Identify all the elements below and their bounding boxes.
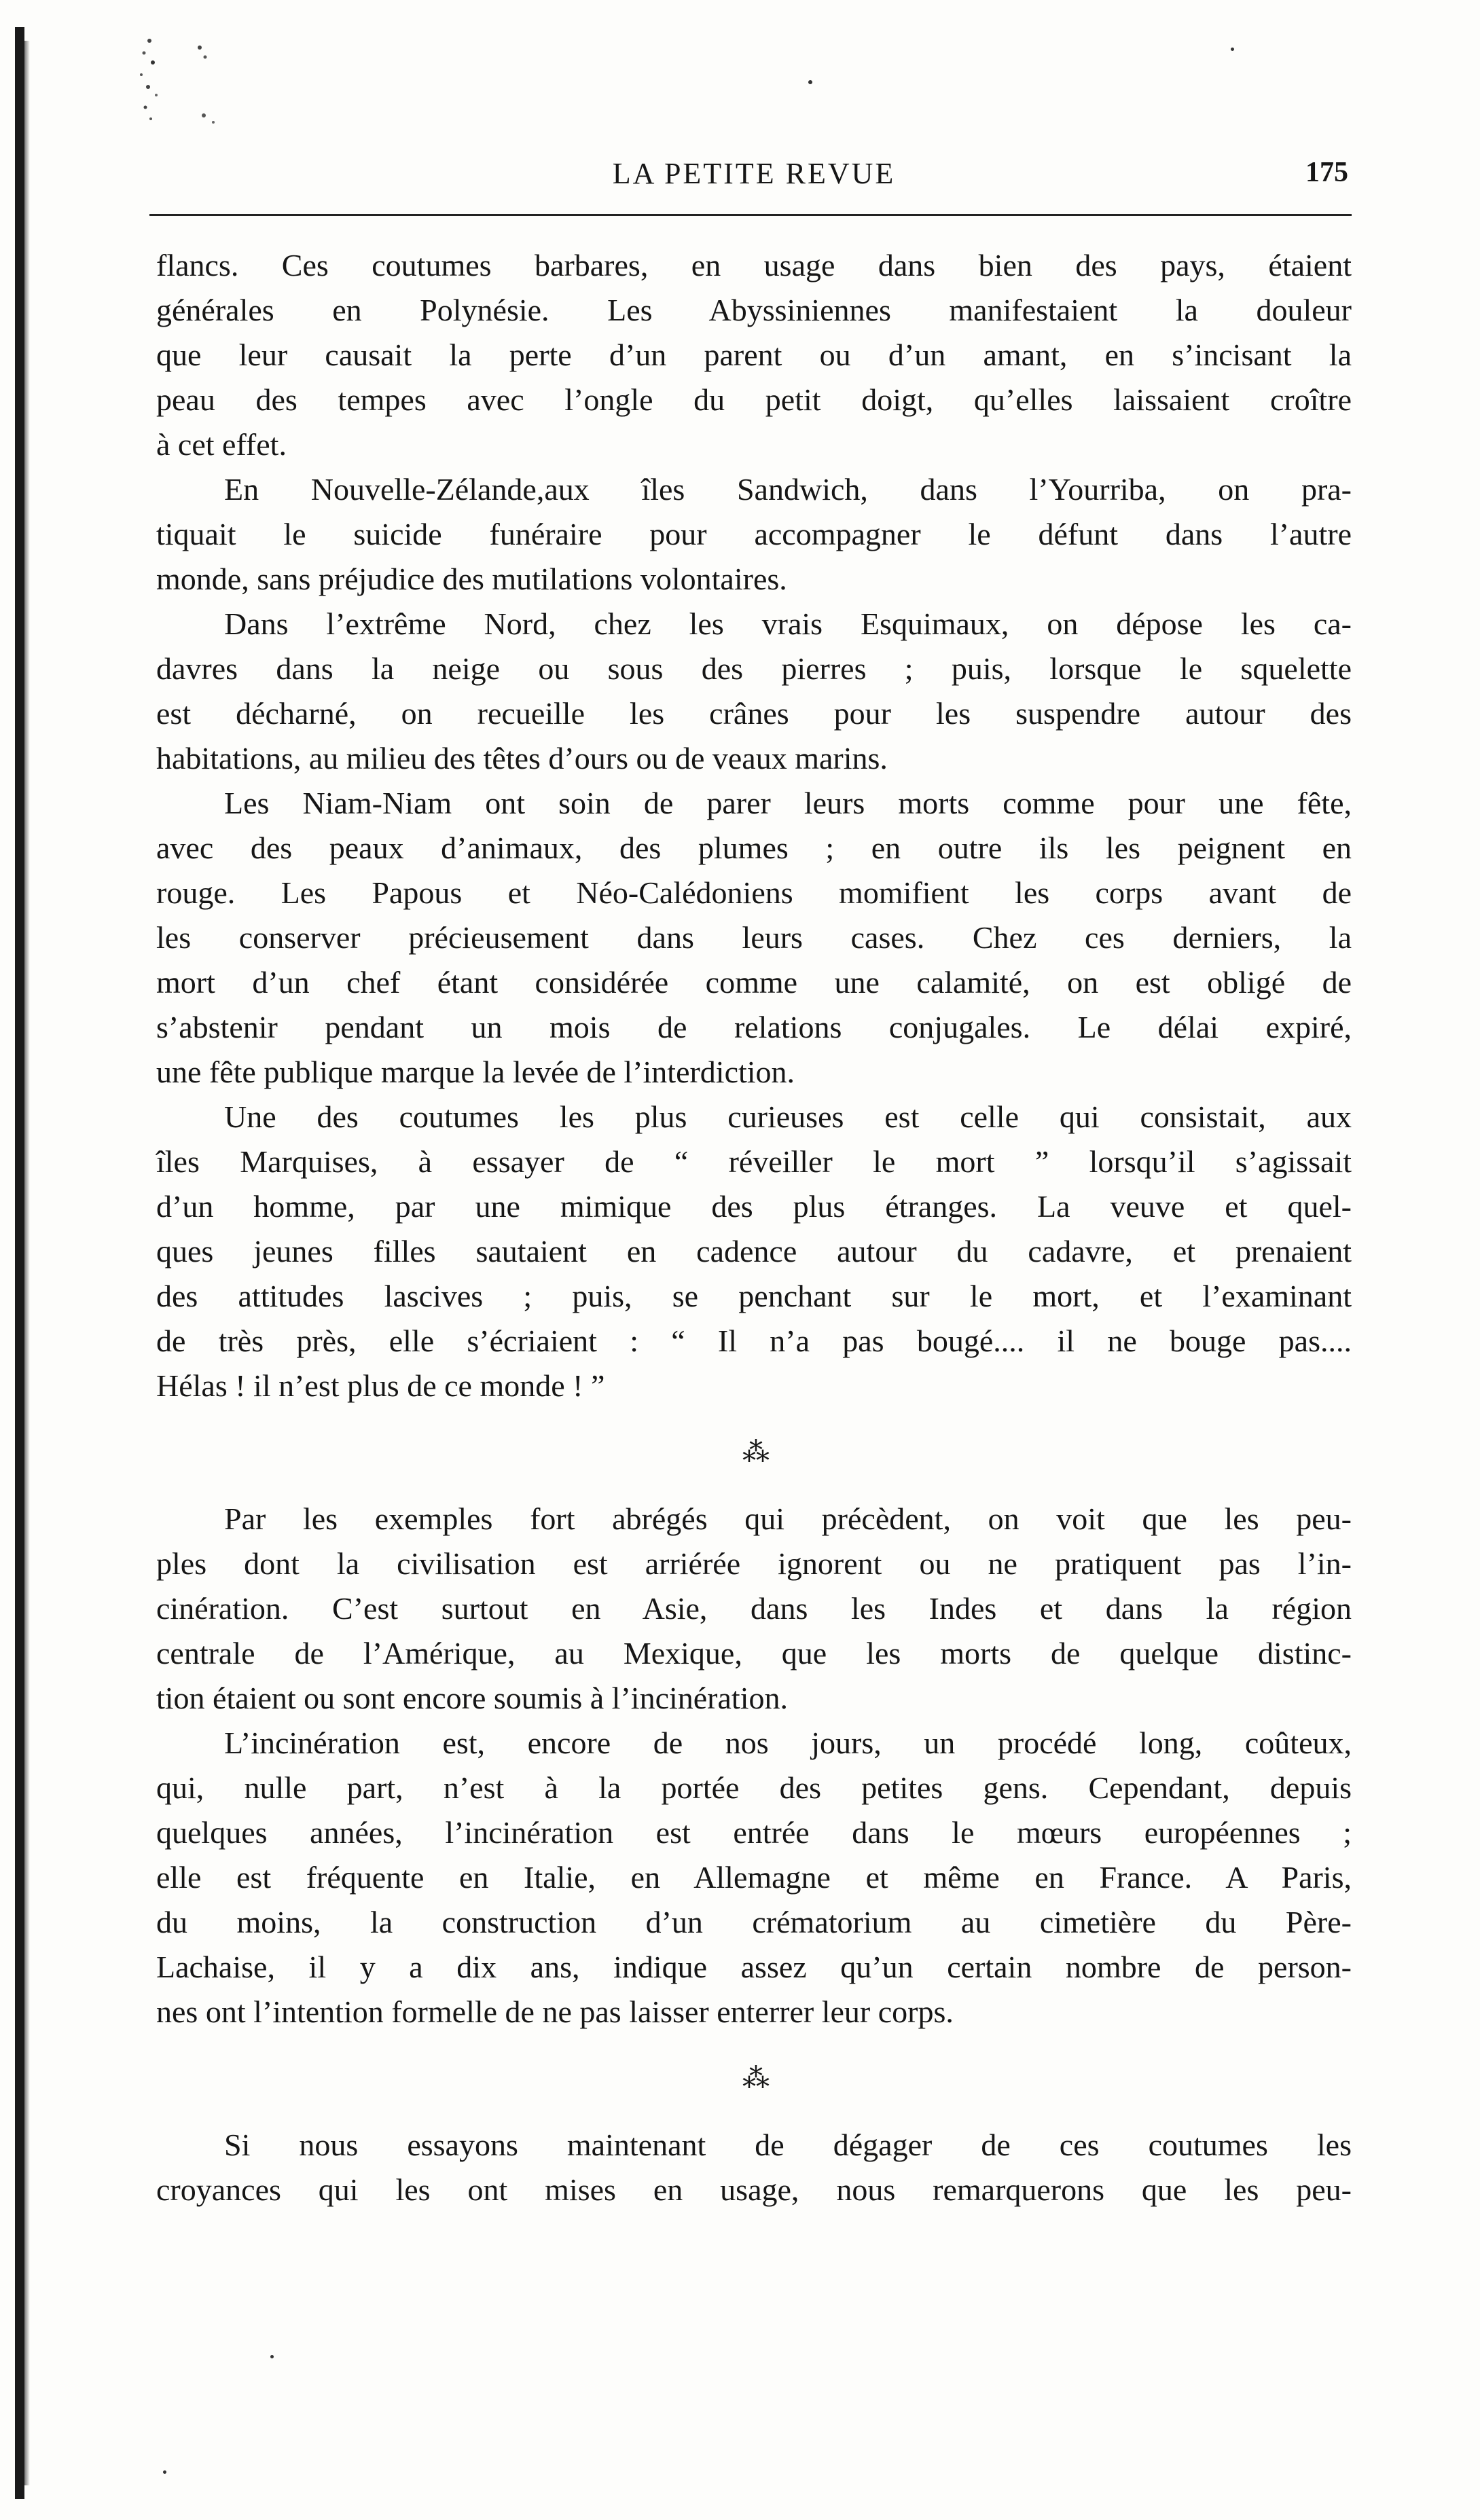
text-line: tiquait le suicide funéraire pour accompagner le défunt dans l’autre — [156, 517, 1352, 551]
text-line: habitations, au milieu des têtes d’ours ou de veaux marins. — [156, 741, 888, 775]
paragraph — [156, 243, 1352, 467]
text-line: Les Niam-Niam ont soin de parer leurs morts comme pour une fête, — [224, 786, 1352, 820]
text-line: Dans l’extrême Nord, chez les vrais Esquimaux, on dépose les ca- — [224, 606, 1352, 641]
text-line: rouge. Les Papous et Néo-Calédoniens momifient les corps avant de — [156, 875, 1352, 910]
section-separator: ⁂ — [742, 1437, 765, 1467]
page-number: 175 — [1305, 157, 1348, 188]
text-line: du moins, la construction d’un crématorium au cimetière du Père- — [156, 1905, 1352, 1939]
body-text — [156, 243, 1352, 2212]
text-line: avec des peaux d’animaux, des plumes ; en outre ils les peignent en — [156, 830, 1352, 865]
text-line: mort d’un chef étant considérée comme une calamité, on est obligé de — [156, 965, 1352, 1000]
paragraph — [156, 781, 1352, 1095]
text-line: les conserver précieusement dans leurs cases. Chez ces derniers, la — [156, 920, 1352, 955]
text-line: Une des coutumes les plus curieuses est celle qui consistait, aux — [224, 1099, 1352, 1134]
text-line: une fête publique marque la levée de l’interdiction. — [156, 1055, 795, 1089]
text-line: croyances qui les ont mises en usage, nous remarquerons que les peu- — [156, 2172, 1352, 2207]
text-line: de très près, elle s’écriaient : “ Il n’a pas bougé.... il ne bouge pas.... — [156, 1323, 1352, 1358]
text-line: îles Marquises, à essayer de “ réveiller le mort ” lorsqu’il s’agissait — [156, 1144, 1352, 1179]
scan-speck — [163, 2470, 166, 2474]
section-separator: ⁂ — [742, 2063, 765, 2094]
paragraph — [156, 602, 1352, 781]
header-rule — [149, 214, 1352, 216]
text-line: des attitudes lascives ; puis, se penchant sur le mort, et l’examinant — [156, 1279, 1352, 1313]
text-line: ques jeunes filles sautaient en cadence autour du cadavre, et prenaient — [156, 1234, 1352, 1268]
text-line: Hélas ! il n’est plus de ce monde ! ” — [156, 1368, 605, 1403]
text-line: peau des tempes avec l’ongle du petit doigt, qu’elles laissaient croître — [156, 382, 1352, 417]
text-line: L’incinération est, encore de nos jours, un procédé long, coûteux, — [224, 1725, 1352, 1760]
text-line: ples dont la civilisation est arriérée ignorent ou ne pratiquent pas l’in- — [156, 1546, 1352, 1581]
page-header — [156, 149, 1352, 204]
text-line: Si nous essayons maintenant de dégager de ces coutumes les — [224, 2128, 1352, 2162]
text-line: qui, nulle part, n’est à la portée des petites gens. Cependant, depuis — [156, 1770, 1352, 1805]
binding-edge — [15, 27, 24, 2499]
scan-specks — [129, 27, 231, 163]
text-line: En Nouvelle-Zélande,aux îles Sandwich, dans l’Yourriba, on pra- — [224, 472, 1352, 507]
paragraph — [156, 467, 1352, 602]
text-line: centrale de l’Amérique, au Mexique, que les morts de quelque distinc- — [156, 1636, 1352, 1670]
scan-speck — [270, 2355, 274, 2358]
text-line: Lachaise, il y a dix ans, indique assez qu’un certain nombre de person- — [156, 1950, 1352, 1984]
paragraph — [156, 2123, 1352, 2212]
text-line: tion étaient ou sont encore soumis à l’incinération. — [156, 1681, 788, 1715]
scan-speck — [1231, 48, 1234, 51]
text-line: s’abstenir pendant un mois de relations conjugales. Le délai expiré, — [156, 1010, 1352, 1044]
text-line: elle est fréquente en Italie, en Allemagne et même en France. A Paris, — [156, 1860, 1352, 1895]
text-line: à cet effet. — [156, 427, 287, 462]
text-line: Par les exemples fort abrégés qui précèdent, on voit que les peu- — [224, 1501, 1352, 1536]
text-line: est décharné, on recueille les crânes pour les suspendre autour des — [156, 696, 1352, 731]
paragraph — [156, 1095, 1352, 1408]
text-line: flancs. Ces coutumes barbares, en usage dans bien des pays, étaient — [156, 248, 1352, 282]
running-title: LA PETITE REVUE — [612, 157, 896, 190]
paragraph — [156, 1721, 1352, 2034]
text-line: générales en Polynésie. Les Abyssiniennes manifestaient la douleur — [156, 293, 1352, 327]
text-line: quelques années, l’incinération est entrée dans le mœurs européennes ; — [156, 1815, 1352, 1850]
text-line: cinération. C’est surtout en Asie, dans les Indes et dans la région — [156, 1591, 1352, 1626]
text-line: d’un homme, par une mimique des plus étranges. La veuve et quel- — [156, 1189, 1352, 1224]
paragraph — [156, 1497, 1352, 1721]
text-line: davres dans la neige ou sous des pierres ; puis, lorsque le squelette — [156, 651, 1352, 686]
scan-speck — [808, 80, 812, 84]
text-line: monde, sans préjudice des mutilations volontaires. — [156, 562, 787, 596]
text-line: nes ont l’intention formelle de ne pas laisser enterrer leur corps. — [156, 1994, 954, 2029]
text-line: que leur causait la perte d’un parent ou d’un amant, en s’incisant la — [156, 337, 1352, 372]
binding-shadow — [24, 41, 30, 2485]
